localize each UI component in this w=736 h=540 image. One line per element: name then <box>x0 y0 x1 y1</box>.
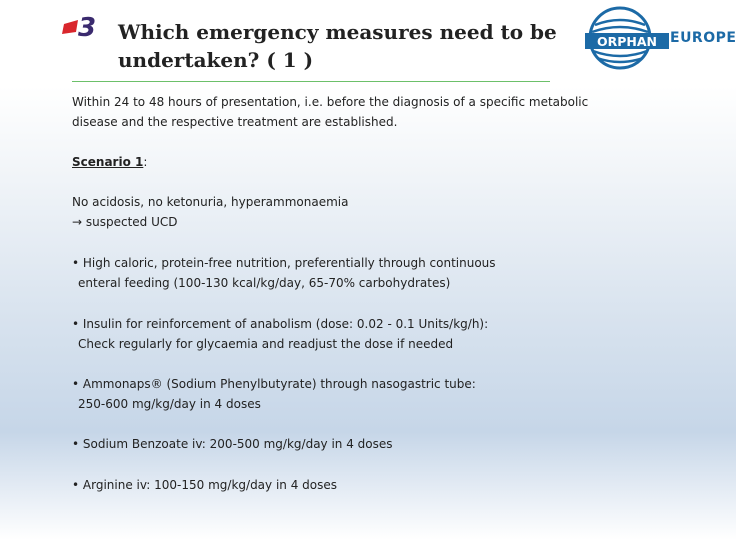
slide-number-icon <box>60 10 104 43</box>
measure-line-1: • Ammonaps® (Sodium Phenylbutyrate) through nasogastric tube: <box>72 377 476 391</box>
page-title <box>118 18 578 74</box>
measure-item <box>72 475 612 495</box>
scenario-heading <box>72 152 612 172</box>
measure-line-1: • Sodium Benzoate iv: 200-500 mg/kg/day in 4 doses <box>72 437 393 451</box>
measure-line-1: • Insulin for reinforcement of anabolism (dose: 0.02 - 0.1 Units/kg/h): <box>72 317 489 331</box>
logo-region: EUROPE <box>670 30 736 46</box>
title-line-1: Which emergency measures need to be <box>118 20 557 44</box>
logo-brand: ORPHAN <box>596 34 658 49</box>
measure-line-2: enteral feeding (100-130 kcal/kg/day, 65-70% carbohydrates) <box>78 276 451 290</box>
intro-line-2: disease and the respective treatment are established. <box>72 115 398 129</box>
measure-item <box>72 253 612 293</box>
measure-item <box>72 314 612 354</box>
measure-item <box>72 374 612 414</box>
scenario-label: Scenario 1 <box>72 155 144 169</box>
findings-line-1: No acidosis, no ketonuria, hyperammonaemia <box>72 195 349 209</box>
measure-item <box>72 434 612 454</box>
slide-number: 3 <box>78 13 97 43</box>
measure-line-2: 250-600 mg/kg/day in 4 doses <box>78 397 261 411</box>
intro-line-1: Within 24 to 48 hours of presentation, i.e. before the diagnosis of a specific metabolic <box>72 95 589 109</box>
findings-line-2: → suspected UCD <box>72 215 178 229</box>
title-divider <box>72 81 550 82</box>
findings-paragraph <box>72 192 612 232</box>
title-line-2: undertaken? ( 1 ) <box>118 48 314 72</box>
measure-line-2: Check regularly for glycaemia and readjust the dose if needed <box>78 337 454 351</box>
measure-line-1: • Arginine iv: 100-150 mg/kg/day in 4 doses <box>72 478 338 492</box>
measure-line-1: • High caloric, protein-free nutrition, preferentially through continuous <box>72 256 496 270</box>
intro-paragraph <box>72 92 612 132</box>
scenario-colon: : <box>143 155 148 169</box>
